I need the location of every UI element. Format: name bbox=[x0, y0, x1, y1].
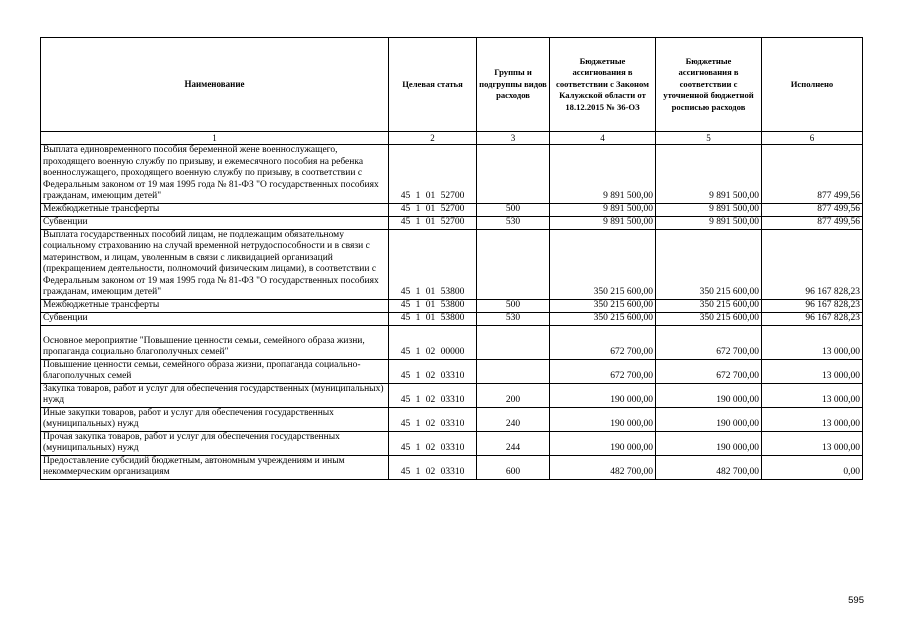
row-name: Субвенции bbox=[41, 312, 389, 325]
row-executed: 877 499,56 bbox=[762, 203, 863, 216]
row-allocation-refined: 672 700,00 bbox=[656, 325, 762, 359]
table-row bbox=[41, 216, 863, 229]
budget-table bbox=[40, 37, 863, 480]
row-allocation-refined: 482 700,00 bbox=[656, 455, 762, 479]
row-allocation-law: 350 215 600,00 bbox=[550, 299, 656, 312]
row-name: Межбюджетные трансферты bbox=[41, 203, 389, 216]
row-expense-group: 530 bbox=[477, 312, 550, 325]
row-executed: 13 000,00 bbox=[762, 325, 863, 359]
table-row bbox=[41, 203, 863, 216]
page-number: 595 bbox=[848, 595, 864, 606]
row-executed: 13 000,00 bbox=[762, 359, 863, 383]
row-expense-group: 200 bbox=[477, 383, 550, 407]
row-allocation-refined: 350 215 600,00 bbox=[656, 312, 762, 325]
header-expense-groups: Группы и подгруппы видов расходов bbox=[477, 38, 550, 132]
row-allocation-refined: 9 891 500,00 bbox=[656, 203, 762, 216]
column-number: 4 bbox=[550, 132, 656, 145]
row-allocation-law: 9 891 500,00 bbox=[550, 216, 656, 229]
row-expense-group bbox=[477, 359, 550, 383]
row-allocation-refined: 190 000,00 bbox=[656, 407, 762, 431]
column-number: 3 bbox=[477, 132, 550, 145]
row-allocation-law: 9 891 500,00 bbox=[550, 203, 656, 216]
row-expense-group: 240 bbox=[477, 407, 550, 431]
row-expense-group: 500 bbox=[477, 203, 550, 216]
header-executed: Исполнено bbox=[762, 38, 863, 132]
row-allocation-refined: 9 891 500,00 bbox=[656, 145, 762, 204]
row-executed: 0,00 bbox=[762, 455, 863, 479]
row-target-article: 45 1 01 52700 bbox=[389, 145, 477, 204]
column-number: 5 bbox=[656, 132, 762, 145]
table-row bbox=[41, 431, 863, 455]
row-target-article: 45 1 02 03310 bbox=[389, 407, 477, 431]
table-row bbox=[41, 312, 863, 325]
row-target-article: 45 1 02 03310 bbox=[389, 383, 477, 407]
row-name: Субвенции bbox=[41, 216, 389, 229]
row-target-article: 45 1 01 53800 bbox=[389, 299, 477, 312]
row-name: Иные закупки товаров, работ и услуг для обеспечения государственных (муниципальных) нужд bbox=[41, 407, 389, 431]
row-name: Закупка товаров, работ и услуг для обеспечения государственных (муниципальных) нужд bbox=[41, 383, 389, 407]
row-name: Межбюджетные трансферты bbox=[41, 299, 389, 312]
row-target-article: 45 1 02 00000 bbox=[389, 325, 477, 359]
row-allocation-refined: 9 891 500,00 bbox=[656, 216, 762, 229]
column-number: 6 bbox=[762, 132, 863, 145]
row-allocation-refined: 350 215 600,00 bbox=[656, 299, 762, 312]
row-executed: 96 167 828,23 bbox=[762, 312, 863, 325]
table-row bbox=[41, 455, 863, 479]
row-target-article: 45 1 01 52700 bbox=[389, 203, 477, 216]
table-row bbox=[41, 299, 863, 312]
row-target-article: 45 1 01 52700 bbox=[389, 216, 477, 229]
row-expense-group: 530 bbox=[477, 216, 550, 229]
row-allocation-law: 350 215 600,00 bbox=[550, 312, 656, 325]
table-row bbox=[41, 229, 863, 299]
row-name: Основное мероприятие "Повышение ценности семьи, семейного образа жизни, пропаганда социально благополучных семей" bbox=[41, 325, 389, 359]
header-target-article: Целевая статья bbox=[389, 38, 477, 132]
row-name: Повышение ценности семьи, семейного образа жизни, пропаганда социально-благополучных семей bbox=[41, 359, 389, 383]
row-allocation-law: 190 000,00 bbox=[550, 407, 656, 431]
row-expense-group: 500 bbox=[477, 299, 550, 312]
table-row bbox=[41, 359, 863, 383]
row-name: Выплата единовременного пособия беременной жене военнослужащего, проходящего военную службу по призыву, и ежемесячного пособия на ребенка военнослужащего, проходящего военную службу по призыву, в соответствии с Федеральным законом от 19 мая 1995 года № 81-ФЗ "О государственных пособиях гражданам, имеющим детей" bbox=[41, 145, 389, 204]
row-executed: 96 167 828,23 bbox=[762, 299, 863, 312]
table-row bbox=[41, 325, 863, 359]
row-target-article: 45 1 02 03310 bbox=[389, 359, 477, 383]
row-expense-group: 600 bbox=[477, 455, 550, 479]
row-executed: 13 000,00 bbox=[762, 431, 863, 455]
row-target-article: 45 1 02 03310 bbox=[389, 455, 477, 479]
row-target-article: 45 1 01 53800 bbox=[389, 229, 477, 299]
row-executed: 877 499,56 bbox=[762, 216, 863, 229]
row-executed: 96 167 828,23 bbox=[762, 229, 863, 299]
row-expense-group bbox=[477, 325, 550, 359]
row-allocation-law: 350 215 600,00 bbox=[550, 229, 656, 299]
row-executed: 877 499,56 bbox=[762, 145, 863, 204]
row-allocation-law: 190 000,00 bbox=[550, 383, 656, 407]
column-number: 1 bbox=[41, 132, 389, 145]
table-row bbox=[41, 407, 863, 431]
row-expense-group: 244 bbox=[477, 431, 550, 455]
row-allocation-refined: 350 215 600,00 bbox=[656, 229, 762, 299]
row-allocation-law: 672 700,00 bbox=[550, 359, 656, 383]
header-allocations-law: Бюджетные ассигнования в соответствии с Законом Калужской области от 18.12.2015 № 36-ОЗ bbox=[550, 38, 656, 132]
row-name: Выплата государственных пособий лицам, не подлежащим обязательному социальному страхованию на случай временной нетрудоспособности и в связи с материнством, и лицам, уволенным в связи с ликвидацией организаций (прекращением деятельности, полномочий физическим лицами), в соответствии с Федеральным законом от 19 мая 1995 года № 81-ФЗ "О государственных пособиях гражданам, имеющим детей" bbox=[41, 229, 389, 299]
row-name: Предоставление субсидий бюджетным, автономным учреждениям и иным некоммерческим организациям bbox=[41, 455, 389, 479]
row-target-article: 45 1 01 53800 bbox=[389, 312, 477, 325]
table-row bbox=[41, 145, 863, 204]
row-executed: 13 000,00 bbox=[762, 383, 863, 407]
row-expense-group bbox=[477, 145, 550, 204]
header-name: Наименование bbox=[41, 38, 389, 132]
row-allocation-law: 9 891 500,00 bbox=[550, 145, 656, 204]
row-allocation-refined: 672 700,00 bbox=[656, 359, 762, 383]
row-target-article: 45 1 02 03310 bbox=[389, 431, 477, 455]
row-allocation-refined: 190 000,00 bbox=[656, 383, 762, 407]
row-name: Прочая закупка товаров, работ и услуг для обеспечения государственных (муниципальных) нужд bbox=[41, 431, 389, 455]
column-number: 2 bbox=[389, 132, 477, 145]
row-allocation-law: 672 700,00 bbox=[550, 325, 656, 359]
row-allocation-law: 482 700,00 bbox=[550, 455, 656, 479]
row-executed: 13 000,00 bbox=[762, 407, 863, 431]
row-allocation-law: 190 000,00 bbox=[550, 431, 656, 455]
table-row bbox=[41, 383, 863, 407]
row-expense-group bbox=[477, 229, 550, 299]
header-allocations-refined: Бюджетные ассигнования в соответствии с уточненной бюджетной росписью расходов bbox=[656, 38, 762, 132]
row-allocation-refined: 190 000,00 bbox=[656, 431, 762, 455]
